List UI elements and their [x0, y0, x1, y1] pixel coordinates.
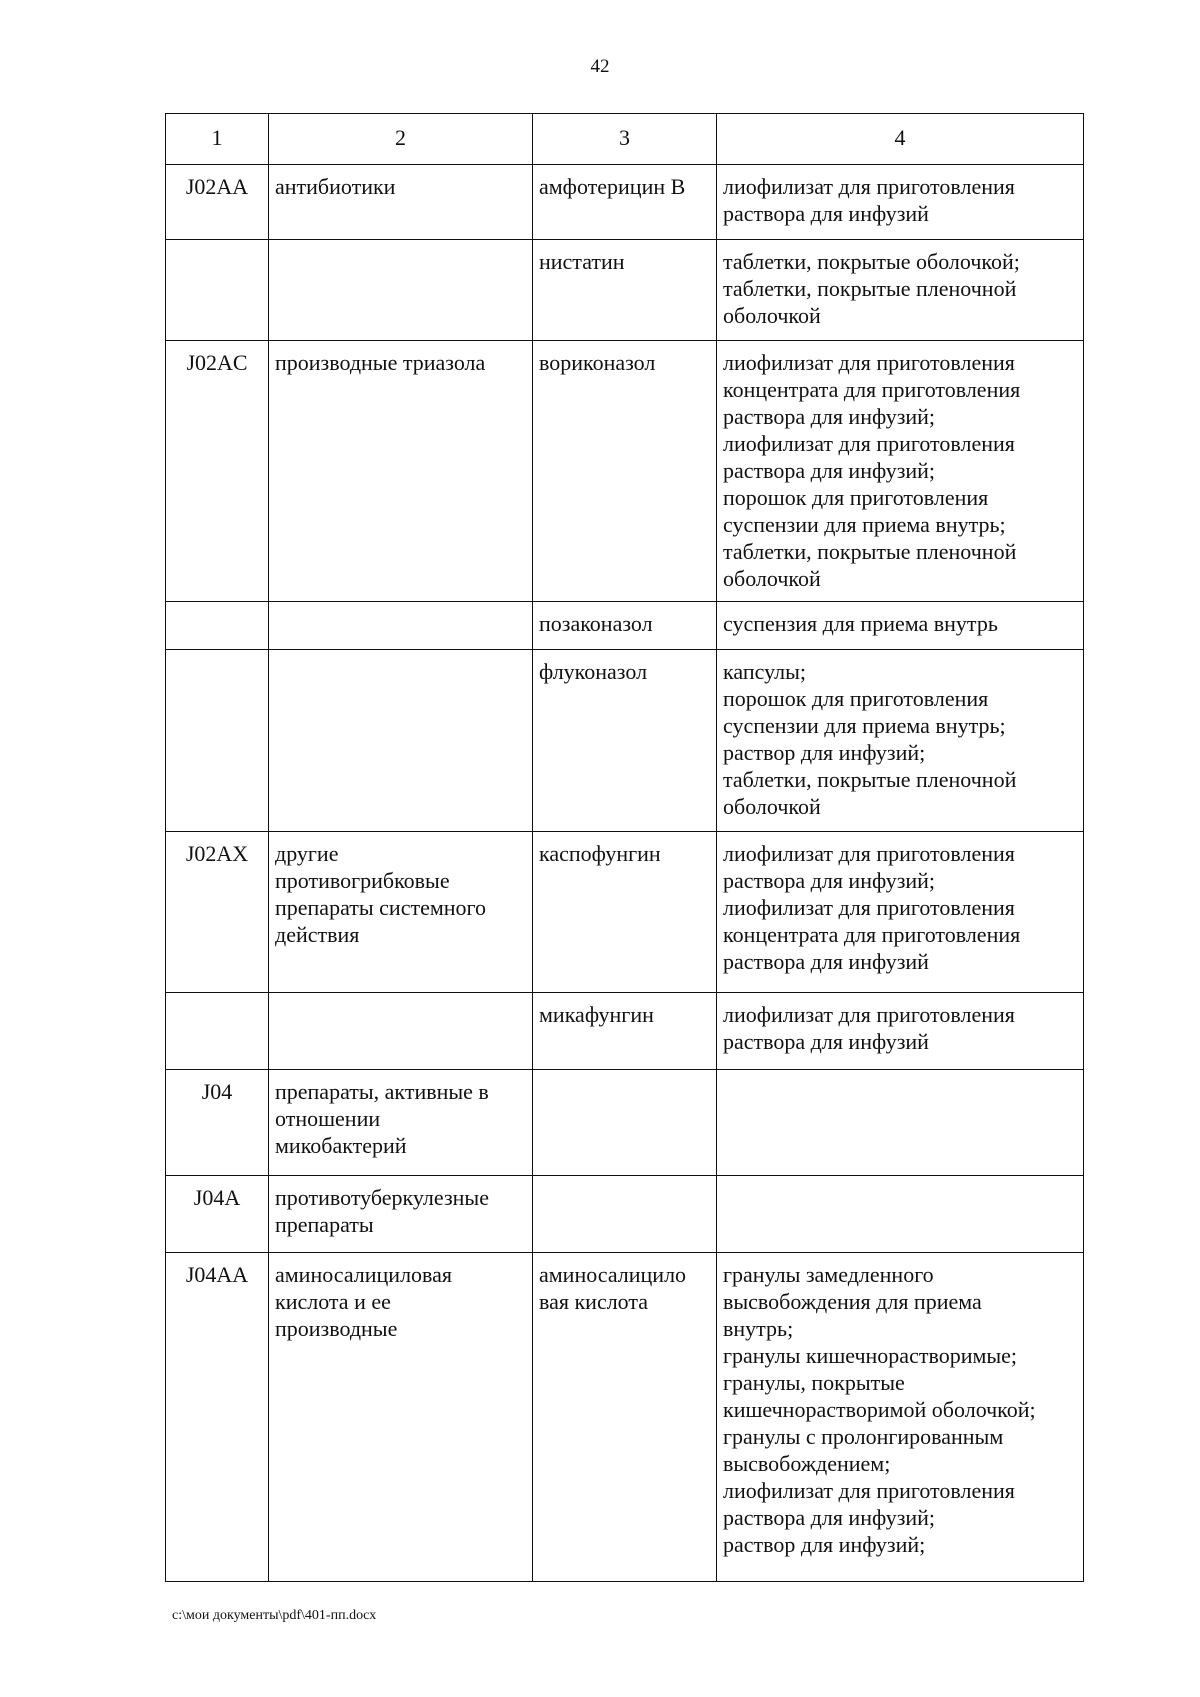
group-line: действия — [275, 922, 360, 947]
dosage-forms-line: лиофилизат для приготовления — [723, 1002, 1015, 1027]
group-cell — [269, 240, 533, 341]
table-row — [166, 650, 1084, 832]
dosage-forms-line: лиофилизат для приготовления — [723, 350, 1015, 375]
header-col-3: 3 — [533, 114, 717, 165]
drug-name-cell — [533, 1176, 717, 1253]
drug-name-cell — [533, 165, 717, 240]
table-row — [166, 165, 1084, 240]
group-line: кислота и ее — [275, 1289, 391, 1314]
atc-code-cell: J02AA — [166, 165, 269, 240]
page-number: 42 — [590, 56, 610, 77]
dosage-forms-line: раствора для инфузий; — [723, 868, 936, 893]
group-line: производные триазола — [275, 350, 486, 375]
drug-name-line: аминосалицило — [539, 1262, 687, 1287]
atc-code-cell: J04 — [166, 1070, 269, 1176]
group-line: противотуберкулезные — [275, 1185, 489, 1210]
drug-name-cell — [533, 1070, 717, 1176]
dosage-forms-line: раствор для инфузий; — [723, 1532, 926, 1557]
drug-name-line: амфотерицин В — [539, 174, 686, 199]
dosage-forms-line: гранулы, покрытые — [723, 1370, 905, 1395]
atc-code-cell: J02AC — [166, 341, 269, 602]
table-row — [166, 1253, 1084, 1582]
table-row — [166, 993, 1084, 1070]
atc-code-cell — [166, 602, 269, 650]
drug-name-line: нистатин — [539, 249, 625, 274]
dosage-forms-cell — [717, 240, 1084, 341]
footer-file-path: c:\мои документы\pdf\401-пп.docx — [172, 1608, 377, 1623]
dosage-forms-line: гранулы с пролонгированным — [723, 1424, 1004, 1449]
dosage-forms-cell — [717, 1253, 1084, 1582]
drug-name-cell — [533, 602, 717, 650]
group-cell — [269, 1253, 533, 1582]
dosage-forms-line: лиофилизат для приготовления — [723, 174, 1015, 199]
dosage-forms-line: оболочкой — [723, 303, 821, 328]
group-cell — [269, 165, 533, 240]
group-line: препараты — [275, 1212, 374, 1237]
atc-code-cell: J02AX — [166, 832, 269, 993]
dosage-forms-line: таблетки, покрытые пленочной — [723, 767, 1017, 792]
dosage-forms-line: таблетки, покрытые пленочной — [723, 276, 1017, 301]
group-line: другие — [275, 841, 339, 866]
table-row — [166, 341, 1084, 602]
dosage-forms-line: лиофилизат для приготовления — [723, 895, 1015, 920]
header-col-2: 2 — [269, 114, 533, 165]
dosage-forms-line: суспензии для приема внутрь; — [723, 512, 1006, 537]
drug-name-line: вая кислота — [539, 1289, 649, 1314]
dosage-forms-cell — [717, 602, 1084, 650]
group-cell — [269, 650, 533, 832]
group-line: отношении — [275, 1106, 381, 1131]
table-row — [166, 832, 1084, 993]
table-row — [166, 1070, 1084, 1176]
dosage-forms-line: таблетки, покрытые пленочной — [723, 539, 1017, 564]
dosage-forms-line: раствора для инфузий — [723, 949, 929, 974]
header-col-4: 4 — [717, 114, 1084, 165]
dosage-forms-line: суспензии для приема внутрь; — [723, 713, 1006, 738]
drug-name-line: каспофунгин — [539, 841, 661, 866]
dosage-forms-line: гранулы кишечнорастворимые; — [723, 1343, 1018, 1368]
drug-name-cell — [533, 832, 717, 993]
dosage-forms-line: лиофилизат для приготовления — [723, 841, 1015, 866]
drug-name-line: позаконазол — [539, 611, 653, 636]
group-line: препараты, активные в — [275, 1079, 489, 1104]
drug-table — [165, 113, 1084, 1582]
atc-code-cell — [166, 650, 269, 832]
group-line: препараты системного — [275, 895, 487, 920]
dosage-forms-cell — [717, 1176, 1084, 1253]
group-cell — [269, 602, 533, 650]
atc-code-cell — [166, 993, 269, 1070]
group-line: микобактерий — [275, 1133, 407, 1158]
group-cell — [269, 341, 533, 602]
dosage-forms-line: оболочкой — [723, 566, 821, 591]
drug-name-cell — [533, 341, 717, 602]
atc-code-cell: J04AA — [166, 1253, 269, 1582]
group-cell — [269, 1176, 533, 1253]
group-line: антибиотики — [275, 174, 396, 199]
group-line: противогрибковые — [275, 868, 450, 893]
dosage-forms-cell — [717, 993, 1084, 1070]
dosage-forms-line: раствора для инфузий — [723, 1029, 929, 1054]
dosage-forms-line: кишечнорастворимой оболочкой; — [723, 1397, 1036, 1422]
dosage-forms-line: лиофилизат для приготовления — [723, 431, 1015, 456]
drug-name-line: микафунгин — [539, 1002, 654, 1027]
dosage-forms-line: таблетки, покрытые оболочкой; — [723, 249, 1020, 274]
dosage-forms-line: гранулы замедленного — [723, 1262, 934, 1287]
dosage-forms-cell — [717, 832, 1084, 993]
group-line: аминосалициловая — [275, 1262, 453, 1287]
dosage-forms-line: раствора для инфузий; — [723, 404, 936, 429]
table-row — [166, 602, 1084, 650]
dosage-forms-line: концентрата для приготовления — [723, 922, 1021, 947]
dosage-forms-line: лиофилизат для приготовления — [723, 1478, 1015, 1503]
drug-name-cell — [533, 1253, 717, 1582]
group-line: производные — [275, 1316, 398, 1341]
group-cell — [269, 1070, 533, 1176]
dosage-forms-line: высвобождением; — [723, 1451, 891, 1476]
atc-code-cell — [166, 240, 269, 341]
dosage-forms-cell — [717, 341, 1084, 602]
dosage-forms-line: высвобождения для приема — [723, 1289, 982, 1314]
dosage-forms-line: капсулы; — [723, 659, 806, 684]
atc-code-cell: J04A — [166, 1176, 269, 1253]
group-cell — [269, 993, 533, 1070]
dosage-forms-cell — [717, 650, 1084, 832]
drug-name-line: флуконазол — [539, 659, 648, 684]
dosage-forms-line: порошок для приготовления — [723, 686, 989, 711]
drug-name-cell — [533, 993, 717, 1070]
group-cell — [269, 832, 533, 993]
drug-name-line: вориконазол — [539, 350, 656, 375]
table-row — [166, 240, 1084, 341]
dosage-forms-line: концентрата для приготовления — [723, 377, 1021, 402]
table-row — [166, 1176, 1084, 1253]
dosage-forms-line: раствор для инфузий; — [723, 740, 926, 765]
drug-name-cell — [533, 240, 717, 341]
dosage-forms-cell — [717, 165, 1084, 240]
dosage-forms-line: раствора для инфузий — [723, 201, 929, 226]
dosage-forms-line: суспензия для приема внутрь — [723, 611, 998, 636]
drug-name-cell — [533, 650, 717, 832]
dosage-forms-line: оболочкой — [723, 794, 821, 819]
table-header-row — [166, 114, 1084, 165]
header-col-1: 1 — [166, 114, 269, 165]
dosage-forms-line: раствора для инфузий; — [723, 1505, 936, 1530]
dosage-forms-cell — [717, 1070, 1084, 1176]
dosage-forms-line: порошок для приготовления — [723, 485, 989, 510]
dosage-forms-line: раствора для инфузий; — [723, 458, 936, 483]
dosage-forms-line: внутрь; — [723, 1316, 794, 1341]
